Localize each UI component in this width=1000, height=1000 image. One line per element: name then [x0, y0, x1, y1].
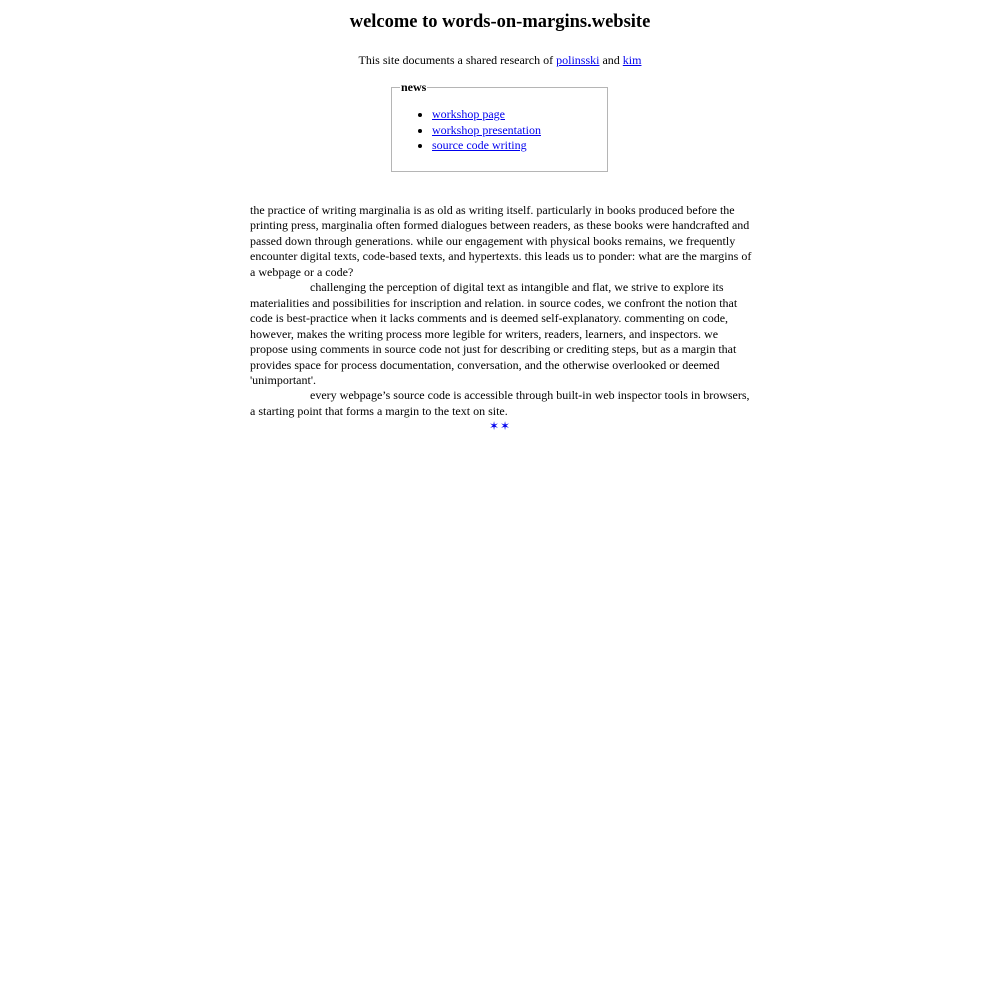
polinsski-link[interactable]: polinsski	[556, 53, 600, 67]
news-list	[392, 107, 607, 154]
kim-link[interactable]: kim	[622, 53, 642, 67]
paragraph-marginalia: the practice of writing marginalia is as old as writing itself. particularly in books produced before the printing press, marginalia often formed dialogues between readers, as these books were handcrafted and passed down through generations. while our engagement with physical books remains, we frequently encounter digital texts, code-based texts, and hypertexts. this leads us to ponder: what are the margins of a webpage or a code?	[250, 203, 752, 279]
source-code-writing-link[interactable]: source code writing	[432, 138, 527, 152]
news-box	[391, 80, 608, 172]
intro-text	[0, 34, 1000, 70]
workshop-page-link[interactable]: workshop page	[432, 107, 505, 121]
news-item-workshop-presentation	[432, 123, 607, 139]
news-item-workshop-page	[432, 107, 607, 123]
news-item-source-code-writing	[432, 138, 607, 154]
workshop-presentation-link[interactable]: workshop presentation	[432, 122, 541, 137]
intro-prefix: This site documents a shared research of	[358, 53, 557, 67]
paragraph-materialities: challenging the perception of digital text as intangible and flat, we strive to explore its materialities and possibilities for inscription and relation. in source codes, we confront the notion that code is best-practice when it lacks comments and is deemed self-explanatory. commenting on code, however, makes the writing process more legible for writers, readers, learners, and inspectors. we propose using comments in source code not just for describing or crediting steps, but as a margin that provides space for process documentation, conversation, and the otherwise overlooked or deemed 'unimportant'.	[250, 280, 738, 387]
main-text	[250, 203, 752, 419]
intro-conjunction: and	[599, 53, 623, 67]
stars-link[interactable]: ✶✶	[488, 419, 512, 433]
page-title: welcome to words-on-margins.website	[349, 12, 651, 32]
paragraph-inspector: every webpage’s source code is accessible through built-in web inspector tools in browsers, a starting point that forms a margin to the text on site.	[250, 388, 750, 418]
news-legend: news	[401, 80, 427, 94]
